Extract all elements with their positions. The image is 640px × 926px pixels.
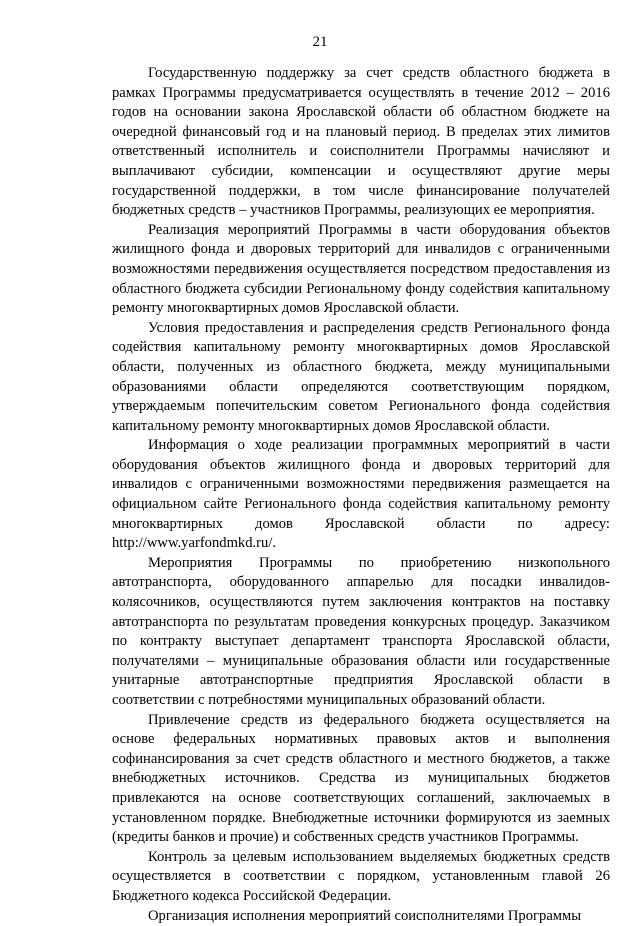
paragraph-information-website: Информация о ходе реализации программных мероприятий в части оборудования объектов жилищного фонда и дворовых территорий для инвалидов с ограниченными возможностями передвижения размещается на официальном сайте Регионального фонда содействия капитальному ремонту многоквартирных домов Ярославской области по адресу: http://www.yarfondmkd.ru/. (112, 437, 610, 552)
paragraph-organization-execution: Организация исполнения мероприятий соисполнителями Программы (148, 907, 582, 924)
body-text (112, 64, 610, 926)
paragraph-low-floor-transport: Мероприятия Программы по приобретению низкопольного автотранспорта, оборудованного аппарелью для посадки инвалидов-колясочников, осуществляются путем заключения контрактов на поставку автотранспорта по результатам проведения конкурсных процедур. Заказчиком по контракту выступает департамент транспорта Ярославской области, получателями – муниципальные образования области или государственные унитарные автотранспортные предприятия Ярославской области в соответствии с потребностями муниципальных образований области. (112, 554, 610, 708)
paragraph-state-support: Государственную поддержку за счет средств областного бюджета в рамках Программы предусматривается осуществлять в течение 2012 – 2016 годов на основании закона Ярославской области об областном бюджете на очередной финансовый год и на плановый период. В пределах этих лимитов ответственный исполнитель и соисполнители Программы начисляют и выплачивают субсидии, компенсации и осуществляют другие меры государственной поддержки, в том числе финансирование получателей бюджетных средств – участников Программы, реализующих ее мероприятия. (112, 65, 610, 219)
paragraph-budget-control: Контроль за целевым использованием выделяемых бюджетных средств осуществляется в соответствии с порядком, установленным главой 26 Бюджетного кодекса Российской Федерации. (112, 848, 610, 904)
page-number: 21 (312, 34, 328, 50)
paragraph-implementation-subsidy: Реализация мероприятий Программы в части оборудования объектов жилищного фонда и дворовых территорий для инвалидов с ограниченными возможностями передвижения осуществляется посредством предоставления из областного бюджета субсидии Региональному фонду содействия капитальному ремонту многоквартирных домов Ярославской области. (112, 221, 610, 317)
paragraph-distribution-conditions: Условия предоставления и распределения средств Регионального фонда содействия капитальному ремонту многоквартирных домов Ярославской области, полученных из областного бюджета, между муниципальными образованиями области определяются соответствующим порядком, утверждаемым попечительским советом Регионального фонда содействия капитальному ремонту многоквартирных домов Ярославской области. (112, 319, 610, 434)
paragraph-federal-funding: Привлечение средств из федерального бюджета осуществляется на основе федеральных нормативных правовых актов и выполнения софинансирования за счет средств областного и местного бюджетов, а также внебюджетных источников. Средства из муниципальных бюджетов привлекаются на основе соответствующих соглашений, заключаемых в установленном порядке. Внебюджетные источники формируются из заемных (кредиты банков и прочие) и собственных средств участников Программы. (112, 711, 610, 846)
